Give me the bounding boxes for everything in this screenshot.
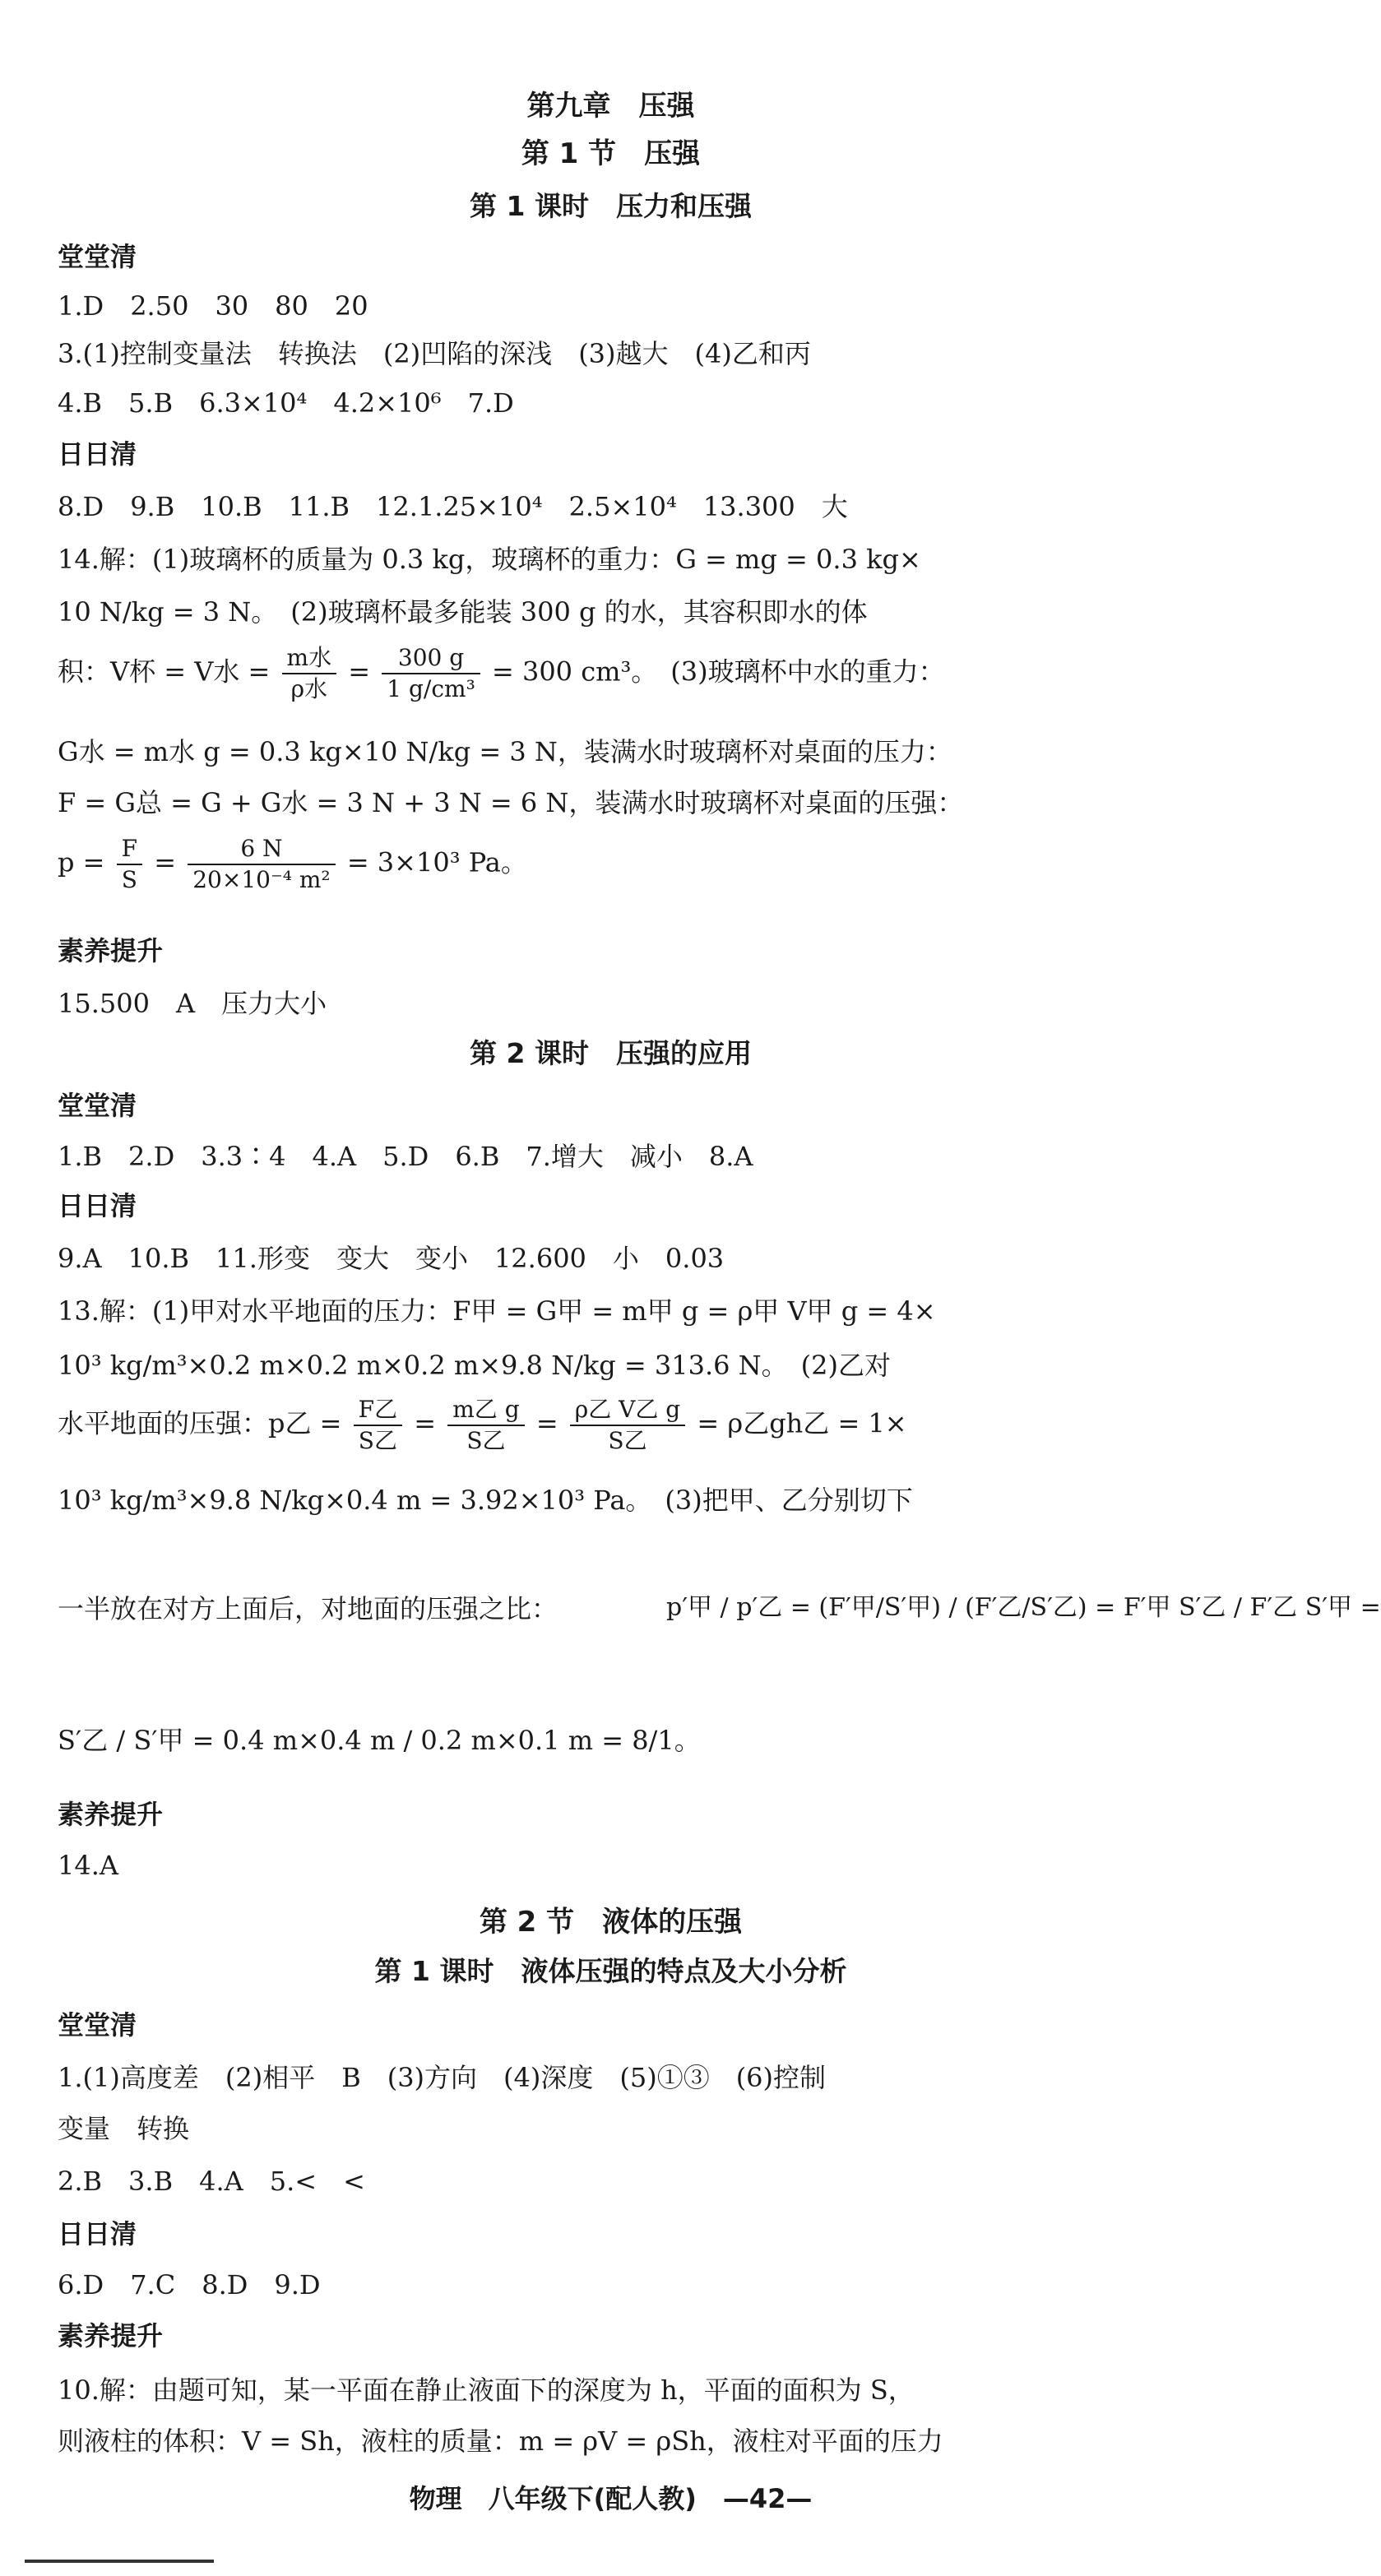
fraction [570, 1398, 685, 1452]
section-title-1: 第 1 节 压强 [521, 137, 701, 170]
answer-line: 1.B 2.D 3.3∶4 4.A 5.D 6.B 7.增大 减小 8.A [58, 1141, 753, 1172]
solution-line: 一半放在对方上面后，对地面的压强之比： [58, 1593, 558, 1624]
answer-line: 14.A [58, 1850, 118, 1881]
solution-line: F = G总 = G + G水 = 3 N + 3 N = 6 N，装满水时玻璃杯对桌面的压强： [58, 787, 964, 818]
category-ririqing: 日日清 [58, 438, 137, 470]
category-suyangtisheng: 素养提升 [58, 2320, 164, 2351]
text: = [348, 656, 371, 688]
category-tangtangqing: 堂堂清 [58, 241, 137, 272]
answer-line: 4.B 5.B 6.3×10⁴ 4.2×10⁶ 7.D [58, 387, 514, 419]
solution-line: 14.解：(1)玻璃杯的质量为 0.3 kg，玻璃杯的重力：G = mg = 0.3 kg× [58, 544, 921, 575]
answer-line: 2.B 3.B 4.A 5.< < [58, 2166, 365, 2197]
lesson-title-1-2: 第 2 课时 压强的应用 [470, 1037, 752, 1069]
fraction [447, 1398, 524, 1452]
answer-line: 1.D 2.50 30 80 20 [58, 290, 368, 322]
denominator: 20×10⁻⁴ m² [192, 866, 331, 893]
denominator: S乙 [466, 1427, 506, 1454]
answer-line: 变量 转换 [58, 2113, 190, 2144]
solution-line: S′乙 / S′甲 = 0.4 m×0.4 m / 0.2 m×0.1 m = 8/1。 [58, 1725, 701, 1756]
page-footer: 物理 八年级下(配人教) —42— [409, 2483, 813, 2514]
text: = 3×10³ Pa。 [346, 846, 527, 878]
numerator: m水 [282, 646, 337, 674]
denominator: S乙 [608, 1427, 647, 1454]
numerator: ρ乙 V乙 g [570, 1398, 685, 1426]
denominator: S [121, 866, 137, 893]
text: 水平地面的压强：p乙 = [58, 1407, 342, 1439]
category-ririqing: 日日清 [58, 1190, 137, 1221]
text: p = [58, 846, 105, 878]
bottom-rule [25, 2560, 214, 2563]
category-suyangtisheng: 素养提升 [58, 935, 164, 966]
solution-line: 则液柱的体积：V = Sh，液柱的质量：m = ρV = ρSh，液柱对平面的压力 [58, 2425, 943, 2457]
solution-line: G水 = m水 g = 0.3 kg×10 N/kg = 3 N，装满水时玻璃杯对桌面的压力： [58, 736, 952, 767]
answer-line: 6.D 7.C 8.D 9.D [58, 2269, 321, 2300]
solution-line: 10³ kg/m³×9.8 N/kg×0.4 m = 3.92×10³ Pa。 (3)把甲、乙分别切下 [58, 1485, 913, 1516]
answer-line: 1.(1)高度差 (2)相平 B (3)方向 (4)深度 (5)①③ (6)控制 [58, 2062, 827, 2093]
lesson-title-2-1: 第 1 课时 液体压强的特点及大小分析 [374, 1955, 847, 1987]
category-ririqing: 日日清 [58, 2218, 137, 2249]
answer-line: 15.500 A 压力大小 [58, 988, 327, 1019]
solution-line: 10 N/kg = 3 N。 (2)玻璃杯最多能装 300 g 的水，其容积即水的体 [58, 596, 868, 628]
numerator: m乙 g [447, 1398, 524, 1426]
fraction [188, 837, 335, 892]
text: = [154, 846, 177, 878]
solution-line-fraction [58, 837, 1176, 892]
text: = [414, 1407, 437, 1439]
solution-line-fraction [58, 646, 1176, 701]
solution-line: 10.解：由题可知，某一平面在静止液面下的深度为 h，平面的面积为 S， [58, 2374, 915, 2406]
solution-line: 10³ kg/m³×0.2 m×0.2 m×0.2 m×9.8 N/kg = 313.6 N。 (2)乙对 [58, 1350, 892, 1381]
solution-line: 13.解：(1)甲对水平地面的压力：F甲 = G甲 = m甲 g = ρ甲 V甲 g = 4× [58, 1295, 936, 1327]
category-tangtangqing: 堂堂清 [58, 1090, 137, 1121]
answer-line: 3.(1)控制变量法 转换法 (2)凹陷的深浅 (3)越大 (4)乙和丙 [58, 338, 811, 369]
category-tangtangqing: 堂堂清 [58, 2009, 137, 2041]
fraction [282, 646, 337, 701]
fraction [117, 837, 142, 892]
chapter-title: 第九章 压强 [526, 90, 695, 123]
category-suyangtisheng: 素养提升 [58, 1799, 164, 1830]
denominator: 1 g/cm³ [387, 675, 475, 702]
numerator: 300 g [382, 646, 480, 674]
text: = ρ乙gh乙 = 1× [697, 1407, 907, 1439]
section-title-2: 第 2 节 液体的压强 [479, 1906, 743, 1939]
numerator: 6 N [188, 837, 335, 865]
numerator: F [117, 837, 142, 865]
fraction [354, 1398, 402, 1452]
answer-line: 8.D 9.B 10.B 11.B 12.1.25×10⁴ 2.5×10⁴ 13.300 大 [58, 491, 848, 522]
text: 积：V杯 = V水 = [58, 656, 271, 688]
text: = [535, 1407, 558, 1439]
ratio-expression: p′甲 / p′乙 = (F′甲/S′甲) / (F′乙/S′乙) = F′甲 S′乙 / F′乙 S′甲 = [666, 1593, 1381, 1622]
fraction [382, 646, 480, 701]
text: = 300 cm³。 (3)玻璃杯中水的重力： [491, 656, 945, 688]
lesson-title-1-1: 第 1 课时 压力和压强 [470, 190, 752, 222]
denominator: S乙 [358, 1427, 397, 1454]
answer-line: 9.A 10.B 11.形变 变大 变小 12.600 小 0.03 [58, 1243, 725, 1274]
numerator: F乙 [354, 1398, 402, 1426]
solution-line-fraction [58, 1398, 1176, 1452]
denominator: ρ水 [290, 675, 328, 702]
